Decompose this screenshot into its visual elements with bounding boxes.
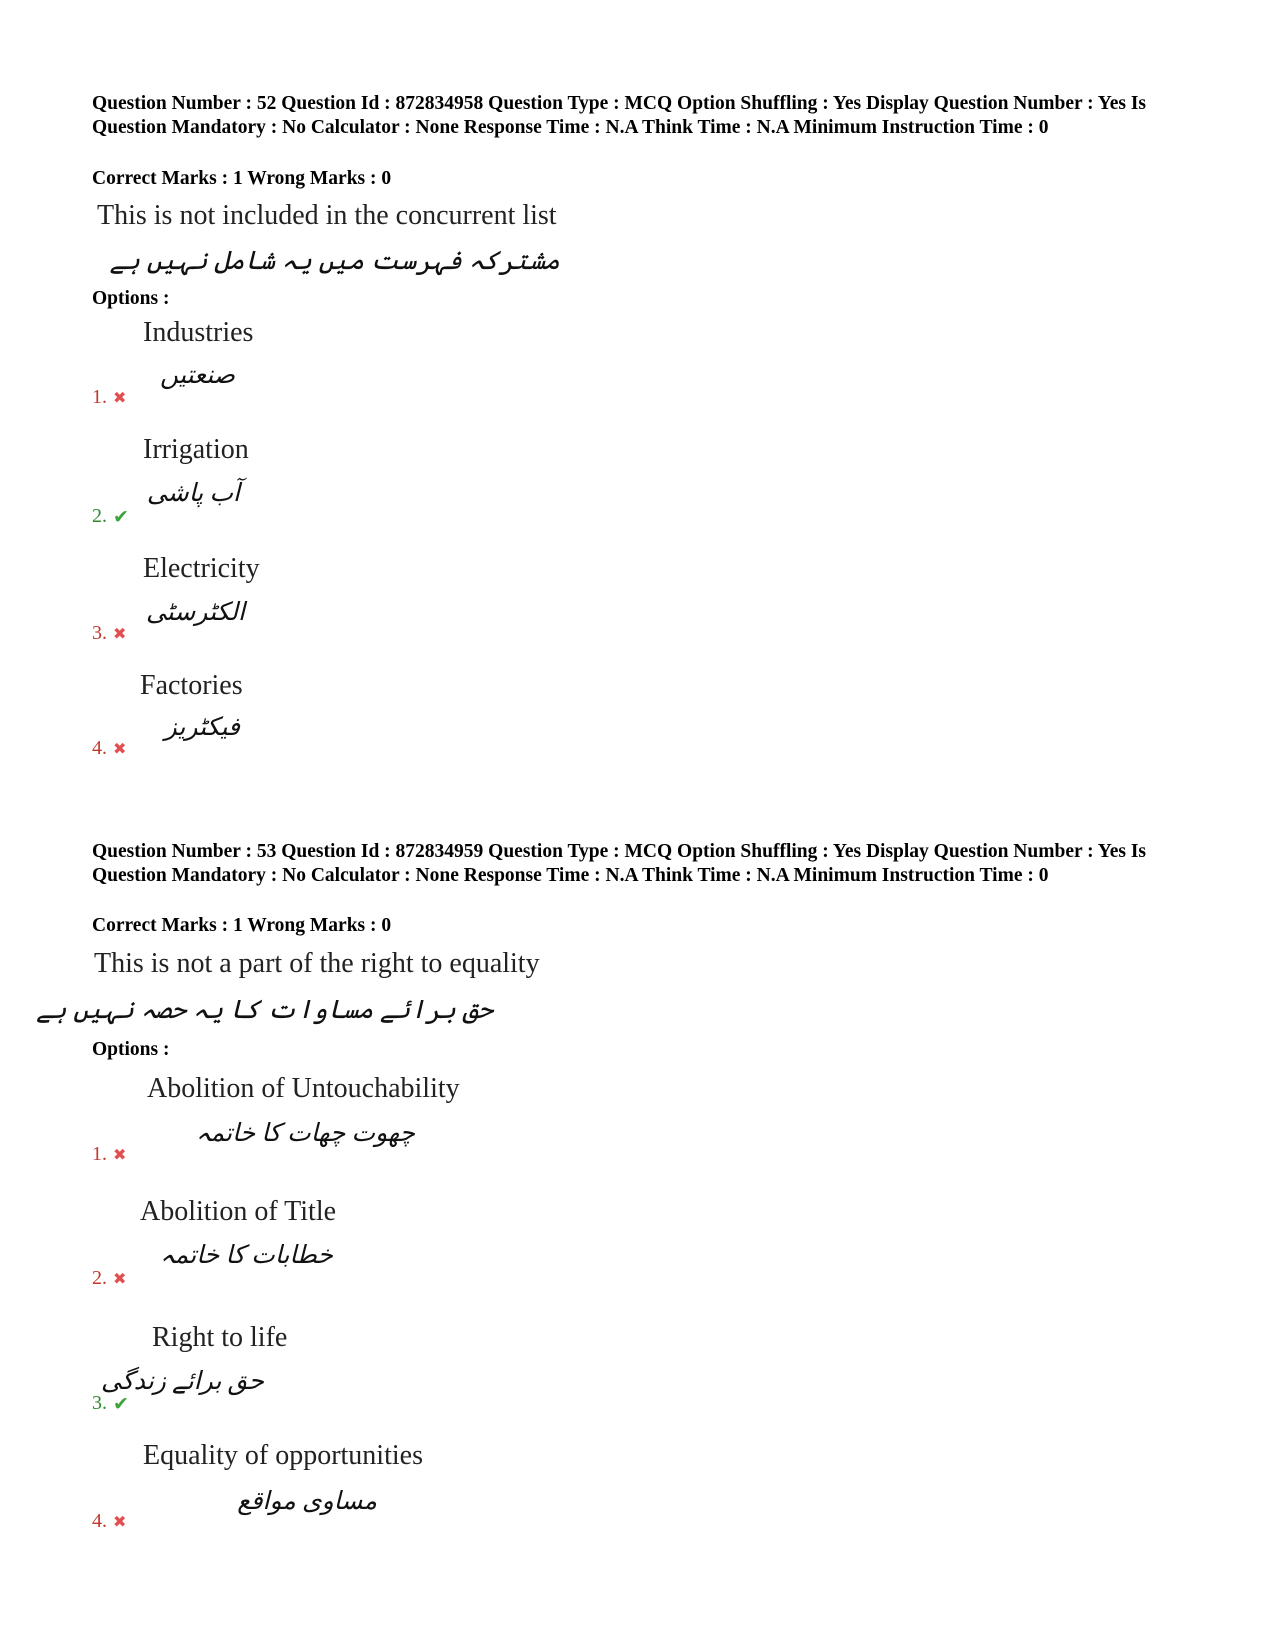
option-number: [92, 386, 126, 409]
option-number-label: 4.: [92, 1510, 107, 1532]
option-number-label: 3.: [92, 622, 107, 644]
option-text-english: Right to life: [152, 1322, 288, 1353]
option-number-label: 4.: [92, 737, 107, 759]
question-marks: Correct Marks : 1 Wrong Marks : 0: [92, 168, 392, 189]
option-number-label: 1.: [92, 1143, 107, 1165]
option-text-urdu: چھوت چھات کا خاتمہ: [196, 1120, 415, 1147]
question-text-urdu: مشترکہ فہرست میں یہ شامل نہیں ہے: [109, 246, 560, 275]
option-text-english: Abolition of Untouchability: [147, 1073, 460, 1104]
cross-icon: ✖: [113, 739, 127, 758]
option-number: [92, 1143, 126, 1166]
question-text-urdu: حق برائے مساوات کا یہ حصہ نہیں ہے: [36, 995, 493, 1024]
cross-icon: ✖: [113, 1145, 127, 1164]
question-text-english: This is not included in the concurrent list: [97, 200, 557, 231]
option-number-label: 2.: [92, 1267, 107, 1289]
option-text-english: Industries: [143, 317, 254, 348]
check-icon: ✔: [113, 1392, 129, 1415]
option-number-label: 1.: [92, 386, 107, 408]
option-text-urdu: مساوی مواقع: [237, 1488, 377, 1515]
option-number: [92, 505, 129, 528]
option-number: [92, 1510, 126, 1533]
option-text-english: Factories: [140, 670, 243, 701]
option-number-label: 3.: [92, 1392, 107, 1414]
check-icon: ✔: [113, 505, 129, 528]
options-label: Options :: [92, 1039, 170, 1060]
option-text-urdu: فیکٹریز: [164, 714, 240, 741]
question-marks: Correct Marks : 1 Wrong Marks : 0: [92, 915, 392, 936]
cross-icon: ✖: [113, 624, 127, 643]
option-number: [92, 737, 126, 760]
option-number: [92, 1267, 126, 1290]
option-text-urdu: الکٹرسٹی: [145, 599, 245, 626]
options-label: Options :: [92, 288, 170, 309]
option-text-urdu: حق برائے زندگی: [100, 1368, 264, 1395]
option-number-label: 2.: [92, 505, 107, 527]
option-text-urdu: خطابات کا خاتمہ: [160, 1242, 333, 1269]
option-number: [92, 622, 126, 645]
option-number: [92, 1392, 129, 1415]
option-text-english: Irrigation: [143, 434, 249, 465]
option-text-english: Electricity: [143, 553, 260, 584]
option-text-urdu: آب پاشی: [146, 480, 240, 507]
option-text-english: Abolition of Title: [140, 1196, 337, 1227]
question-text-english: This is not a part of the right to equality: [94, 948, 540, 979]
cross-icon: ✖: [113, 1269, 127, 1288]
cross-icon: ✖: [113, 1512, 127, 1531]
cross-icon: ✖: [113, 388, 127, 407]
option-text-urdu: صنعتیں: [160, 362, 235, 389]
option-text-english: Equality of opportunities: [143, 1440, 423, 1471]
question-meta: Question Number : 52 Question Id : 872834958 Question Type : MCQ Option Shuffling : Yes Display Question Number : Yes Is Question Mandatory : No Calculator : None Response Time : N.A Think Time : N.A Minimum Instruction Time : 0: [92, 93, 1147, 138]
question-meta: Question Number : 53 Question Id : 872834959 Question Type : MCQ Option Shuffling : Yes Display Question Number : Yes Is Question Mandatory : No Calculator : None Response Time : N.A Think Time : N.A Minimum Instruction Time : 0: [92, 841, 1147, 886]
